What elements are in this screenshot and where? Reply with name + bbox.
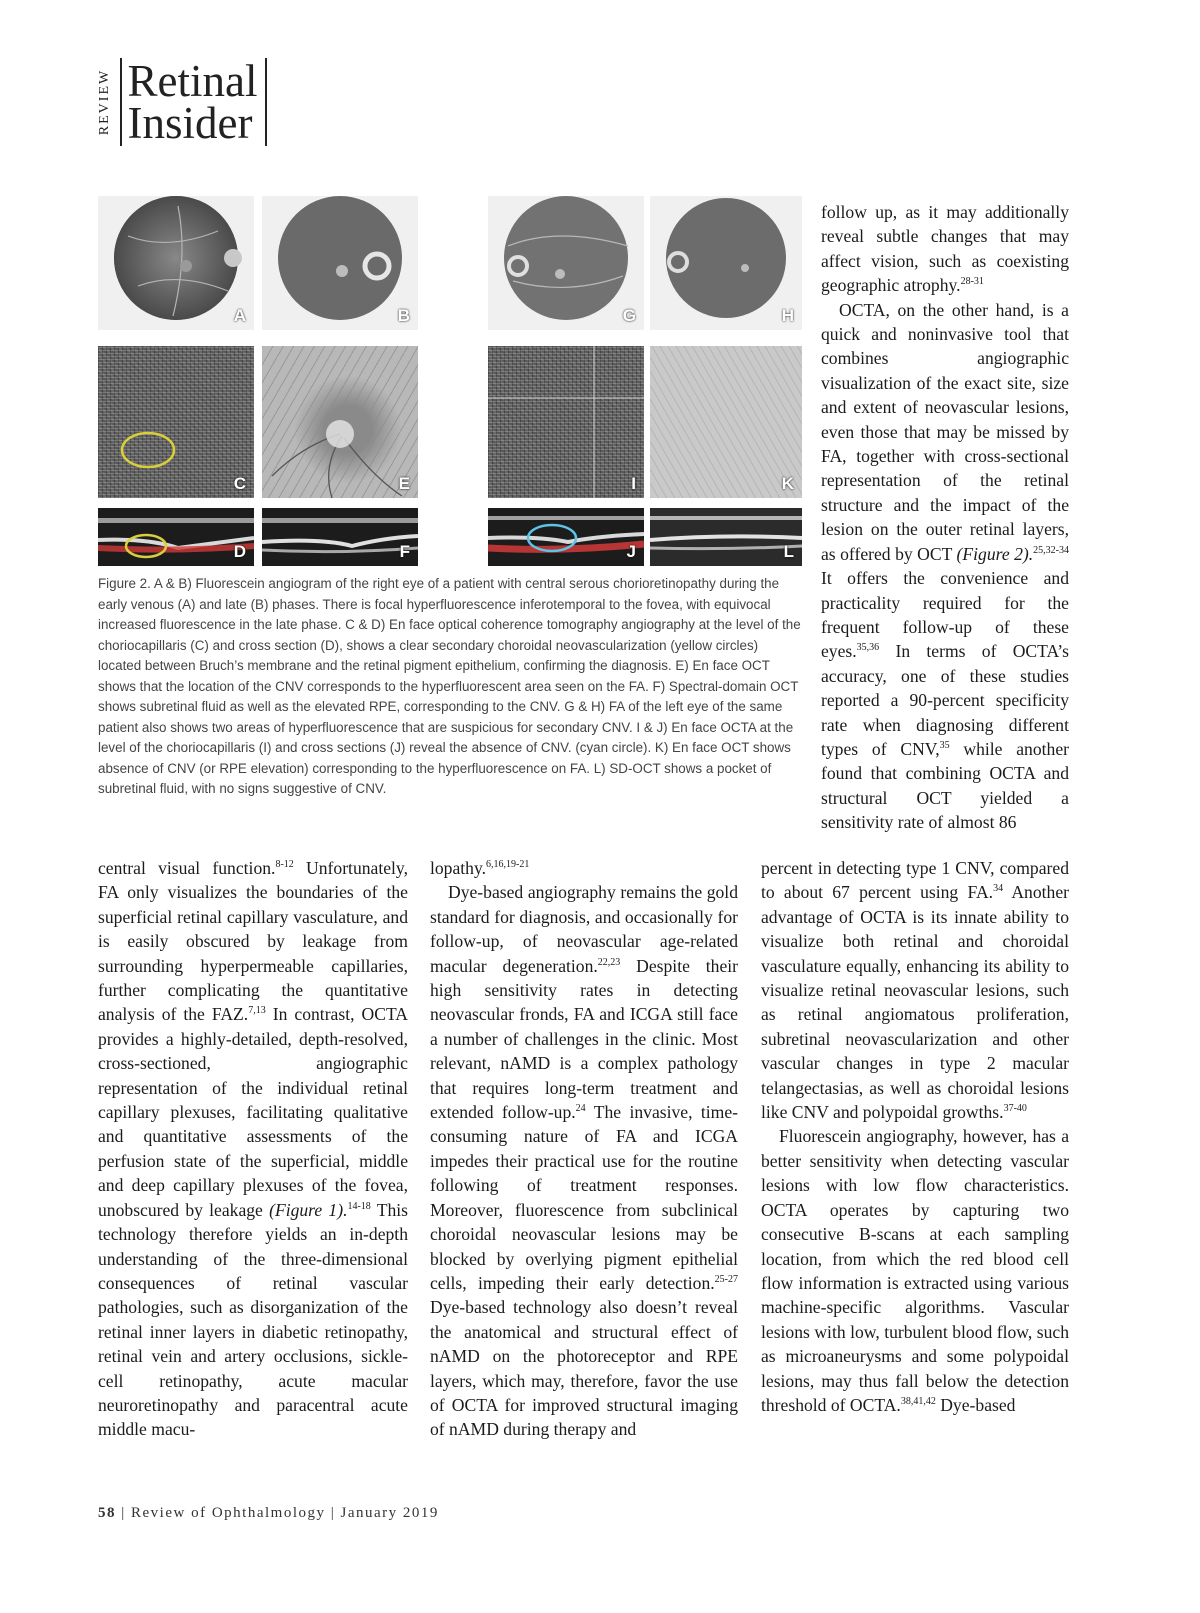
figure-2 [98,196,812,596]
octa-image [98,346,254,498]
text-run: OCTA, on the other hand, is a quick and noninvasive tool that combines angiographic visualization of the exact site, size and extent of neovascular lesions, even those that may be missed by FA, together with cross-sectional representation of the retinal structure and the impact of the lesion on the outer retinal layers, as offered by OCT [821,299,1069,564]
text-run: In contrast, OCTA provides a highly-detailed, depth-resolved, cross-sectioned, angiographic representation of the individual retinal capillary plexuses, facilitating qualitative and quantitative assessments of the perfusion state of the superficial, middle and deep capillary plexuses of the fovea, unobscured by leakage [98,1004,408,1220]
citation: 35,36 [856,642,880,654]
panel-e-enface-oct [262,346,418,498]
masthead-divider-right [265,58,267,146]
text-run: In terms of OCTA’s accuracy, one of these studies reported a 90-percent specificity rate when diagnosing different types of CNV, [821,641,1069,759]
text-run: Despite their high sensitivity rates in detecting neovascular fronds, FA and ICGA still face a number of challenges in the clinic. Most relevant, nAMD is a complex pathology that requires long-term treatment and extended follow-up. [430,955,738,1123]
fundus-image [262,196,418,330]
text-run: central visual function. [98,858,276,878]
citation: 25,32-34 [1033,544,1070,556]
panel-f-sd-oct [262,508,418,566]
paragraph [761,1124,1069,1417]
citation: 28-31 [960,276,984,288]
citation: 7,13 [248,1005,266,1017]
text-run: Another advantage of OCTA is its innate ability to visualize both retinal and choroidal vasculature equally, enhancing its ability to visualize retinal neovascular lesions, such as retinal angiomatous proliferation, subretinal neovascularization and other vascular changes in type 2 macular telangectasias, as well as choroidal lesions like CNV and polypoidal growths. [761,882,1069,1123]
panel-b-fa-late: 05:49 FA 03:36 ICG B [262,196,418,330]
panel-i-octa-left-eye [488,346,644,498]
journal-name: Review of Ophthalmology [131,1505,326,1521]
oct-scan [98,508,254,566]
panel-label: G [622,306,636,325]
masthead [96,58,273,146]
fundus-image [488,196,644,330]
paragraph [761,856,1069,1124]
text-run: lopathy. [430,858,487,878]
citation: 6,16,19-21 [486,859,530,871]
panel-label: A [233,306,246,325]
fundus-image [98,196,254,330]
citation: 14-18 [347,1200,371,1212]
panel-label: L [783,542,794,561]
panel-label: H [781,306,794,325]
body-column-right-top [821,200,1069,835]
panel-label: B [397,306,410,325]
panel-label: F [399,542,410,561]
body-column-middle [430,856,738,1442]
citation: 37-40 [1003,1103,1027,1115]
review-vertical-label: REVIEW [97,68,112,136]
panel-label: I [631,474,636,493]
paragraph [821,298,1069,835]
panel-c-octa-choriocapillaris [98,346,254,498]
panel-k-enface-oct-left [650,346,802,498]
text-run: Dye-based technology also doesn’t reveal the anatomical and structural effect of nAMD on the photoreceptor and RPE layers, which may, therefore, favor the use of OCTA for improved structural imaging of nAMD during therapy and [430,1297,738,1440]
text-run: Dye-based angiography remains the gold standard for diagnosis, and occasionally for follow-up, of neovascular age-related macular degeneration. [430,882,738,976]
paragraph [821,200,1069,298]
citation: 8-12 [275,859,294,871]
page-number: 58 [98,1505,116,1521]
octa-image [488,346,644,498]
section-title: Retinal Insider [127,56,258,148]
citation: 25-27 [714,1274,738,1286]
panel-j-octa-cross-left [488,508,644,566]
body-column-right-bottom [761,856,1069,1417]
panel-a-fa-early: 00:27 FA A [98,196,254,330]
panel-l-sd-oct-left [650,508,802,566]
page-footer: 58 | Review of Ophthalmology | January 2019 [98,1505,439,1521]
text-run: It offers the convenience and practicality required for the frequent follow-up of these eyes. [821,568,1069,662]
panel-label: E [398,474,410,493]
figure-reference: (Figure 1). [269,1199,348,1220]
panel-label: D [233,542,246,561]
text-run: The invasive, time-consuming nature of FA and ICGA impedes their practical use for the routine following of treatment responses. Moreover, fluorescence from subclinical choroidal neovascular lesions may be blocked by overlying pigment epithelial cells, impeding their early detection. [430,1102,739,1293]
fundus-image [650,196,802,330]
paragraph [98,856,408,1442]
paragraph [430,880,738,1441]
text-run: Dye-based [935,1394,1016,1415]
figure-reference: (Figure 2). [956,543,1034,564]
panel-label: J [626,542,636,561]
citation: 35 [939,740,950,752]
citation: 38,41,42 [900,1396,936,1408]
issue-date: January 2019 [340,1505,439,1521]
panel-h-fa-left-eye-late: 06:13 FA 04:00 ICG H [650,196,802,330]
panel-g-fa-left-eye: 01:09 FA G [488,196,644,330]
oct-scan [262,508,418,566]
text-run: This technology therefore yields an in-depth understanding of the three-dimensional consequences of retinal vascular pathologies, such as disorganization of the retinal inner layers in diabetic retinopathy, retinal vein and artery occlusions, sickle-cell retinopathy, acute macular neuroretinopathy and paracentral acute middle macu- [98,1199,408,1440]
panel-label: K [781,474,794,493]
text-run: follow up, as it may additionally reveal subtle changes that may affect vision, such as coexisting geographic atrophy. [821,202,1069,296]
text-run: Unfortunately, FA only visualizes the boundaries of the superficial retinal capillary vasculature, and is easily obscured by leakage from surrounding hyperpermeable capillaries, further complicating the quantitative analysis of the FAZ. [98,858,408,1025]
figure-caption: Figure 2. A & B) Fluorescein angiogram of the right eye of a patient with central serous chorioretinopathy during the early venous (A) and late (B) phases. There is focal hyperfluorescence inferotemporal to the fovea, with equivocal increased fluorescence in the late phase. C & D) En face optical coherence tomography angiography at the level of the choriocapillaris (C) and cross section (D), shows a clear secondary choroidal neovascularization (yellow circles) located between Bruch’s membrane and the retinal pigment epithelium, confirming the diagnosis. E) En face OCT shows that the location of the CNV corresponds to the hyperfluorescent area seen on the FA. F) Spectral-domain OCT shows subretinal fluid as well as the elevated RPE, corresponding to the CNV. G & H) FA of the left eye of the same patient also shows two areas of hyperfluorescence that are suspicious for secondary CNV. I & J) En face OCTA at the level of the choriocapillaris (I) and cross sections (J) reveal the absence of CNV. (cyan circle). K) En face OCT shows absence of CNV (or RPE elevation) corresponding to the hyperfluorescence on FA. L) SD-OCT shows a pocket of subretinal fluid, with no signs suggestive of CNV. [98,576,801,796]
text-run: while another found that combining OCTA and structural OCT yielded a sensitivity rate of almost 86 [821,738,1069,833]
citation: 24 [575,1103,586,1115]
masthead-divider [120,58,122,146]
body-column-left [98,856,408,1442]
enface-image [262,346,418,498]
citation: 22,23 [597,956,621,968]
panel-label: C [233,474,246,493]
citation: 34 [993,883,1004,895]
text-run: Fluorescein angiography, however, has a better sensitivity when detecting vascular lesions with low flow characteristics. OCTA operates by capturing two consecutive B-scans at each sampling location, from which the red blood cell flow information is extracted using various machine-specific algorithms. Vascular lesions with low, turbulent blood flow, such as microaneurysms and some polypoidal lesions, may thus fall below the detection threshold of OCTA. [761,1126,1069,1415]
panel-d-octa-cross-section [98,508,254,566]
oct-scan [650,508,802,566]
paragraph [430,856,738,880]
oct-scan [488,508,644,566]
text-run: percent in detecting type 1 CNV, compared to about 67 percent using FA. [761,858,1069,903]
